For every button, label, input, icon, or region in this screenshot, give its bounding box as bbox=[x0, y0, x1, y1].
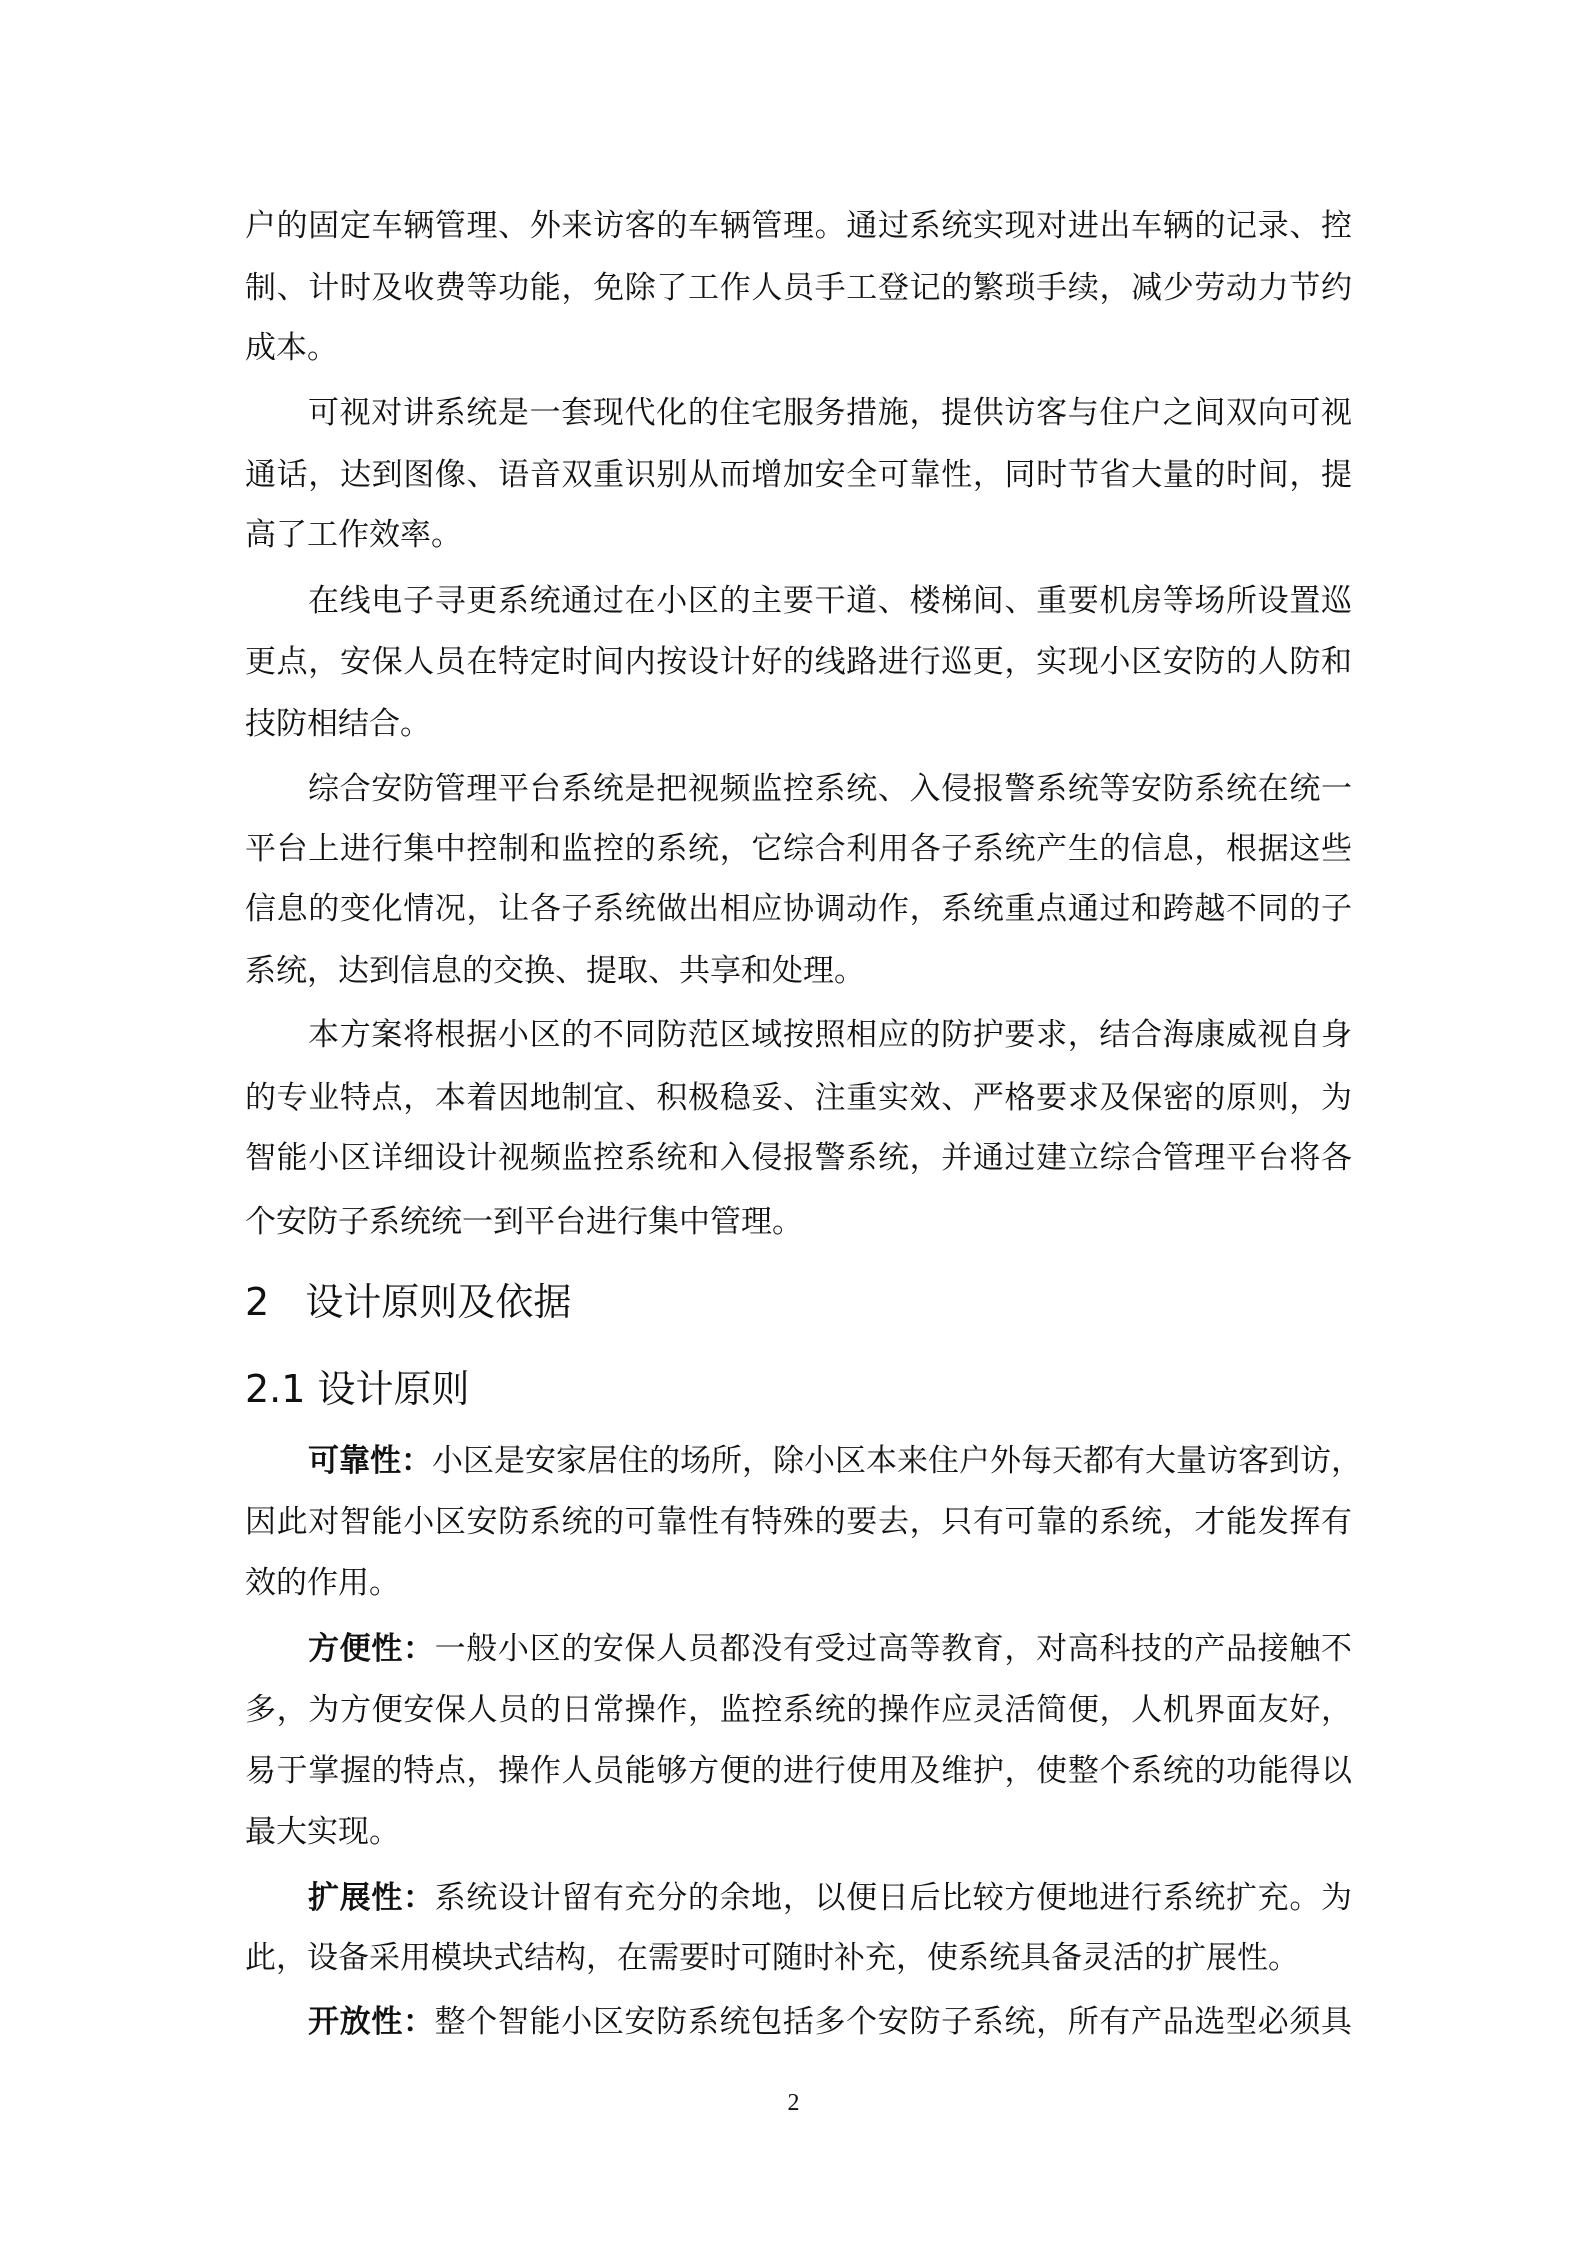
line-text: 系统设计留有充分的余地，以便日后比较方便地进行系统扩充。为 bbox=[434, 1880, 1352, 1916]
paragraph-line: 本方案将根据小区的不同防范区域按照相应的防护要求，结合海康威视自身 bbox=[308, 1017, 1352, 1053]
paragraph-line bbox=[245, 1868, 1352, 1929]
line-text: 整个智能小区安防系统包括多个安防子系统，所有产品选型必须具 bbox=[434, 2004, 1352, 2040]
paragraph-line: 可视对讲系统是一套现代化的住宅服务措施，提供访客与住户之间双向可视 bbox=[308, 395, 1352, 431]
paragraph-line: 的专业特点，本着因地制宜、积极稳妥、注重实效、严格要求及保密的原则，为 bbox=[245, 1080, 1352, 1116]
paragraph-line: 更点，安保人员在特定时间内按设计好的线路进行巡更，实现小区安防的人防和 bbox=[245, 644, 1352, 680]
subsection-heading: 2.1 设计原则 bbox=[245, 1367, 470, 1411]
paragraph-line: 户的固定车辆管理、外来访客的车辆管理。通过系统实现对进出车辆的记录、控 bbox=[245, 208, 1352, 244]
line-text: 小区是安家居住的场所，除小区本来住户外每天都有大量访客到访， bbox=[432, 1443, 1362, 1479]
paragraph-line: 制、计时及收费等功能，免除了工作人员手工登记的繁琐手续，减少劳动力节约 bbox=[245, 270, 1352, 306]
term-label: 扩展性： bbox=[308, 1880, 435, 1916]
paragraph-line: 易于掌握的特点，操作人员能够方便的进行使用及维护，使整个系统的功能得以 bbox=[245, 1753, 1352, 1789]
paragraph-line bbox=[245, 1431, 1362, 1492]
term-label: 开放性： bbox=[308, 2004, 435, 2040]
paragraph-line: 平台上进行集中控制和监控的系统，它综合利用各子系统产生的信息，根据这些 bbox=[245, 831, 1352, 867]
paragraph-line: 此，设备采用模块式结构，在需要时可随时补充，使系统具备灵活的扩展性。 bbox=[245, 1940, 1299, 1976]
paragraph-line bbox=[245, 1992, 1352, 2053]
paragraph-line: 个安防子系统统一到平台进行集中管理。 bbox=[245, 1204, 803, 1240]
term-label: 可靠性： bbox=[308, 1443, 432, 1479]
line-text: 一般小区的安保人员都没有受过高等教育，对高科技的产品接触不 bbox=[434, 1631, 1352, 1667]
paragraph-line: 最大实现。 bbox=[245, 1814, 400, 1850]
paragraph-line: 综合安防管理平台系统是把视频监控系统、入侵报警系统等安防系统在统一 bbox=[308, 771, 1352, 807]
paragraph-line: 智能小区详细设计视频监控系统和入侵报警系统，并通过建立综合管理平台将各 bbox=[245, 1140, 1352, 1176]
paragraph-line: 多，为方便安保人员的日常操作，监控系统的操作应灵活简便，人机界面友好， bbox=[245, 1692, 1352, 1728]
paragraph-line: 因此对智能小区安防系统的可靠性有特殊的要去，只有可靠的系统，才能发挥有 bbox=[245, 1504, 1352, 1540]
term-label: 方便性： bbox=[308, 1631, 435, 1667]
paragraph-line: 系统，达到信息的交换、提取、共享和处理。 bbox=[245, 953, 865, 989]
paragraph-line: 通话，达到图像、语音双重识别从而增加安全可靠性，同时节省大量的时间，提 bbox=[245, 457, 1352, 493]
paragraph-line: 在线电子寻更系统通过在小区的主要干道、楼梯间、重要机房等场所设置巡 bbox=[308, 583, 1352, 619]
page-number: 2 bbox=[787, 2090, 800, 2116]
section-heading: 2 设计原则及依据 bbox=[245, 1280, 572, 1324]
paragraph-line: 高了工作效率。 bbox=[245, 517, 462, 553]
paragraph-line: 成本。 bbox=[245, 330, 338, 366]
paragraph-line: 信息的变化情况，让各子系统做出相应协调动作，系统重点通过和跨越不同的子 bbox=[245, 891, 1352, 927]
paragraph-line: 技防相结合。 bbox=[245, 706, 431, 742]
paragraph-line bbox=[245, 1619, 1352, 1680]
paragraph-line: 效的作用。 bbox=[245, 1565, 400, 1601]
